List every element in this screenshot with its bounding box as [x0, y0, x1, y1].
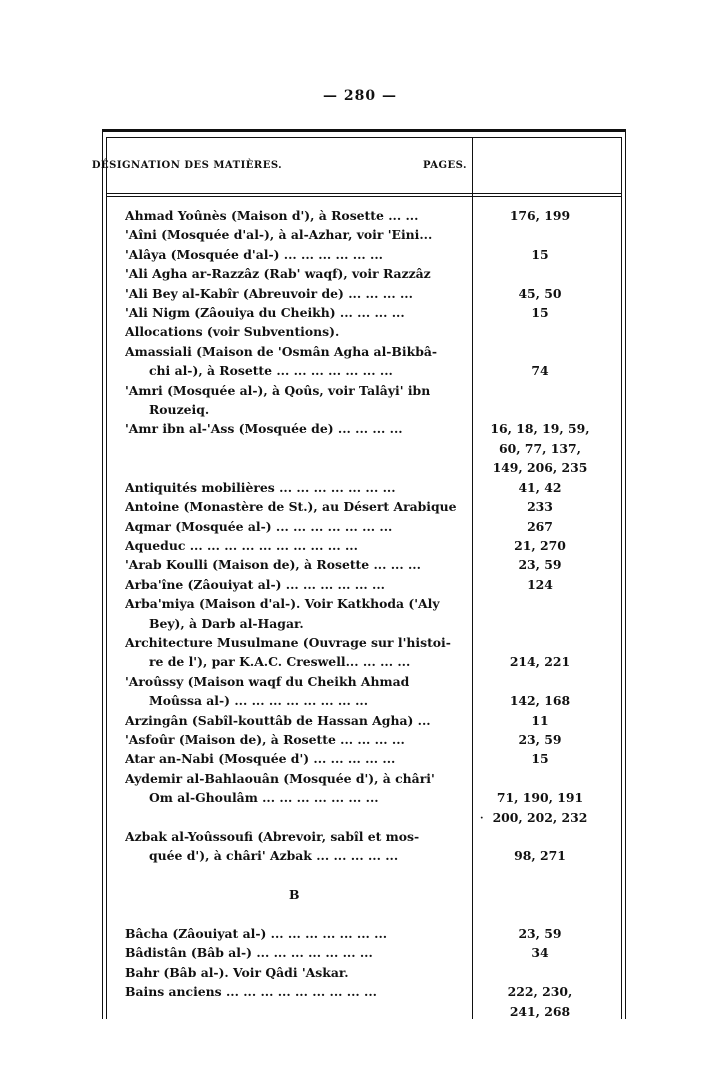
index-entry-line	[125, 342, 615, 361]
entry-pages: 23, 59	[518, 731, 562, 747]
entry-text: Bey), à Darb al-Hagar.	[149, 615, 304, 631]
entry-text: quée d'), à châri' Azbak ... ... ... ... ...	[149, 848, 399, 864]
entry-text: 'Ali Nigm (Zâouiya du Cheikh) ... ... ... ...	[125, 305, 405, 321]
index-entry-line	[125, 846, 615, 865]
page-number: — 280 —	[323, 88, 397, 104]
index-entry-line	[125, 943, 615, 962]
entry-text: re de l'), par K.A.C. Creswell... ... ... ...	[149, 654, 411, 670]
index-entry-line	[125, 982, 615, 1001]
index-entry-line	[125, 594, 615, 613]
index-entry-line	[125, 245, 615, 264]
entry-pages: 124	[527, 576, 553, 592]
index-entry-line	[125, 808, 615, 827]
index-entry-line	[125, 1002, 615, 1021]
entry-text	[125, 808, 465, 827]
entry-text: 'Arab Koulli (Maison de), à Rosette ... ... ...	[125, 557, 421, 573]
entry-pages: 23, 59	[518, 557, 562, 573]
entry-pages: 16, 18, 19, 59,	[490, 421, 590, 437]
entry-text: Amassiali (Maison de 'Osmân Agha al-Bikbâ-	[125, 343, 438, 359]
index-entry-line	[125, 381, 615, 400]
index-entry-line	[125, 614, 615, 633]
index-entry-line	[125, 458, 615, 477]
index-entry-line	[125, 769, 615, 788]
entry-pages: 60, 77, 137,	[499, 440, 581, 456]
index-entry-line	[125, 361, 615, 380]
entry-pages	[465, 322, 615, 341]
index-entry-line	[125, 536, 615, 555]
entry-text: Arba'îne (Zâouiyat al-) ... ... ... ... ... ...	[125, 576, 385, 592]
entry-text: Architecture Musulmane (Ouvrage sur l'histoi-	[125, 634, 451, 650]
entry-pages: 214, 221	[509, 654, 571, 670]
index-entries	[125, 206, 615, 1021]
entry-text: Ahmad Yoûnès (Maison d'), à Rosette ... ...	[125, 208, 419, 223]
entry-text: Arba'miya (Maison d'al-). Voir Katkhoda ('Aly	[125, 596, 440, 612]
index-entry-line	[125, 711, 615, 730]
index-entry-line	[125, 303, 615, 322]
entry-text: Antiquités mobilières ... ... ... ... ... ... ...	[125, 479, 396, 495]
index-entry-line	[125, 652, 615, 671]
entry-pages	[465, 963, 615, 982]
index-entry-line	[125, 419, 615, 438]
section-letter: B	[289, 887, 300, 903]
entry-pages: 15	[531, 305, 549, 321]
entry-text	[125, 458, 465, 477]
entry-text: Aqueduc ... ... ... ... ... ... ... ... ... ...	[125, 537, 358, 553]
index-entry-line	[125, 827, 615, 846]
entry-text: Antoine (Monastère de St.), au Désert Arabique	[125, 499, 457, 515]
entry-pages: 71, 190, 191	[496, 790, 584, 806]
entry-pages: 15	[531, 246, 549, 262]
index-entry-line	[125, 672, 615, 691]
entry-text: 'Asfoûr (Maison de), à Rosette ... ... ... ...	[125, 731, 405, 747]
stray-mark: ·	[480, 813, 484, 824]
entry-text: Bâdistân (Bâb al-) ... ... ... ... ... ... ...	[125, 945, 373, 961]
entry-text	[125, 1002, 465, 1021]
entry-text: Arzingân (Sabîl-kouttâb de Hassan Agha) ...	[125, 712, 431, 728]
entry-pages: 233	[527, 499, 553, 515]
entry-text: Atar an-Nabi (Mosquée d') ... ... ... ... ...	[125, 751, 396, 767]
index-entry-line	[125, 478, 615, 497]
entry-text: Bains anciens ... ... ... ... ... ... ... ... ...	[125, 984, 377, 1000]
index-entry-line	[125, 400, 615, 419]
entry-text: 'Ali Bey al-Kabîr (Abreuvoir de) ... ... ... ...	[125, 285, 413, 301]
index-entry-line	[125, 730, 615, 749]
entry-pages: 11	[531, 712, 549, 728]
entry-pages: 241, 268	[509, 1003, 571, 1019]
entry-pages	[465, 381, 615, 400]
entry-text: 'Ali Agha ar-Razzâz (Rab' waqf), voir Razzâz	[125, 266, 431, 282]
entry-pages: 21, 270	[514, 537, 566, 553]
index-entry-line	[125, 633, 615, 652]
entry-pages	[465, 769, 615, 788]
entry-pages	[465, 342, 615, 361]
index-entry-line	[125, 691, 615, 710]
entry-pages: 142, 168	[509, 693, 571, 709]
index-entry-line	[125, 264, 615, 283]
entry-text: Moûssa al-) ... ... ... ... ... ... ... ...	[149, 693, 369, 709]
entry-text: Allocations (voir Subventions).	[125, 324, 340, 340]
index-entry-line	[125, 439, 615, 458]
entry-pages: 15	[531, 751, 549, 767]
entry-pages: 23, 59	[518, 926, 562, 941]
index-entry-line	[125, 788, 615, 807]
entry-pages	[465, 614, 615, 633]
entry-text: Aqmar (Mosquée al-) ... ... ... ... ... ... ...	[125, 518, 393, 534]
entry-pages	[465, 264, 615, 283]
entry-pages	[465, 633, 615, 652]
entry-text: 'Aîni (Mosquée d'al-), à al-Azhar, voir 'Eini...	[125, 227, 433, 243]
entry-text: Azbak al-Yoûssoufi (Abrevoir, sabîl et mos-	[125, 829, 420, 844]
entry-pages: 176, 199	[509, 208, 571, 223]
entry-text	[125, 439, 465, 458]
index-entry-line	[125, 322, 615, 341]
index-entry-line	[125, 924, 615, 943]
entry-text: Om al-Ghoulâm ... ... ... ... ... ... ...	[149, 790, 379, 806]
entry-text: 'Amr ibn al-'Ass (Mosquée de) ... ... ... ...	[125, 421, 403, 437]
entry-pages: 74	[531, 363, 549, 379]
entry-text: Bâcha (Zâouiyat al-) ... ... ... ... ... ... ...	[125, 926, 388, 941]
index-entry-line	[125, 284, 615, 303]
index-entry-line	[125, 497, 615, 516]
index-entry-line	[125, 517, 615, 536]
entry-pages: 149, 206, 235	[492, 460, 588, 476]
entry-pages	[465, 594, 615, 613]
entry-pages	[465, 827, 615, 846]
entry-text: 'Alâya (Mosquée d'al-) ... ... ... ... ... ...	[125, 246, 383, 262]
entry-pages: 267	[527, 518, 553, 534]
column-header-pages: PAGES.	[422, 160, 468, 171]
index-entry-line	[125, 555, 615, 574]
entry-pages: 98, 271	[514, 848, 566, 864]
entry-pages: 34	[531, 945, 549, 961]
entry-pages	[465, 400, 615, 419]
index-entry-line	[125, 575, 615, 594]
entry-pages: 200, 202, 232	[492, 809, 588, 825]
entry-text: Rouzeiq.	[149, 402, 210, 418]
entry-pages	[465, 672, 615, 691]
column-header-designation: DÉSIGNATION DES MATIÈRES.	[91, 160, 283, 171]
entry-text: 'Amri (Mosquée al-), à Qoûs, voir Talâyi' ibn	[125, 382, 431, 398]
index-entry-line	[125, 206, 615, 225]
entry-pages	[465, 225, 615, 244]
entry-pages: 222, 230,	[507, 984, 573, 1000]
index-entry-line	[125, 749, 615, 768]
entry-text: Bahr (Bâb al-). Voir Qâdi 'Askar.	[125, 964, 349, 980]
index-entry-line	[125, 225, 615, 244]
entry-text: 'Aroûssy (Maison waqf du Cheikh Ahmad	[125, 673, 410, 689]
entry-text: Aydemir al-Bahlaouân (Mosquée d'), à châri'	[125, 770, 435, 786]
entry-pages: 45, 50	[518, 285, 562, 301]
index-entry-line	[125, 963, 615, 982]
entry-text: chi al-), à Rosette ... ... ... ... ... ... ...	[149, 363, 393, 379]
entry-pages: 41, 42	[518, 479, 562, 495]
